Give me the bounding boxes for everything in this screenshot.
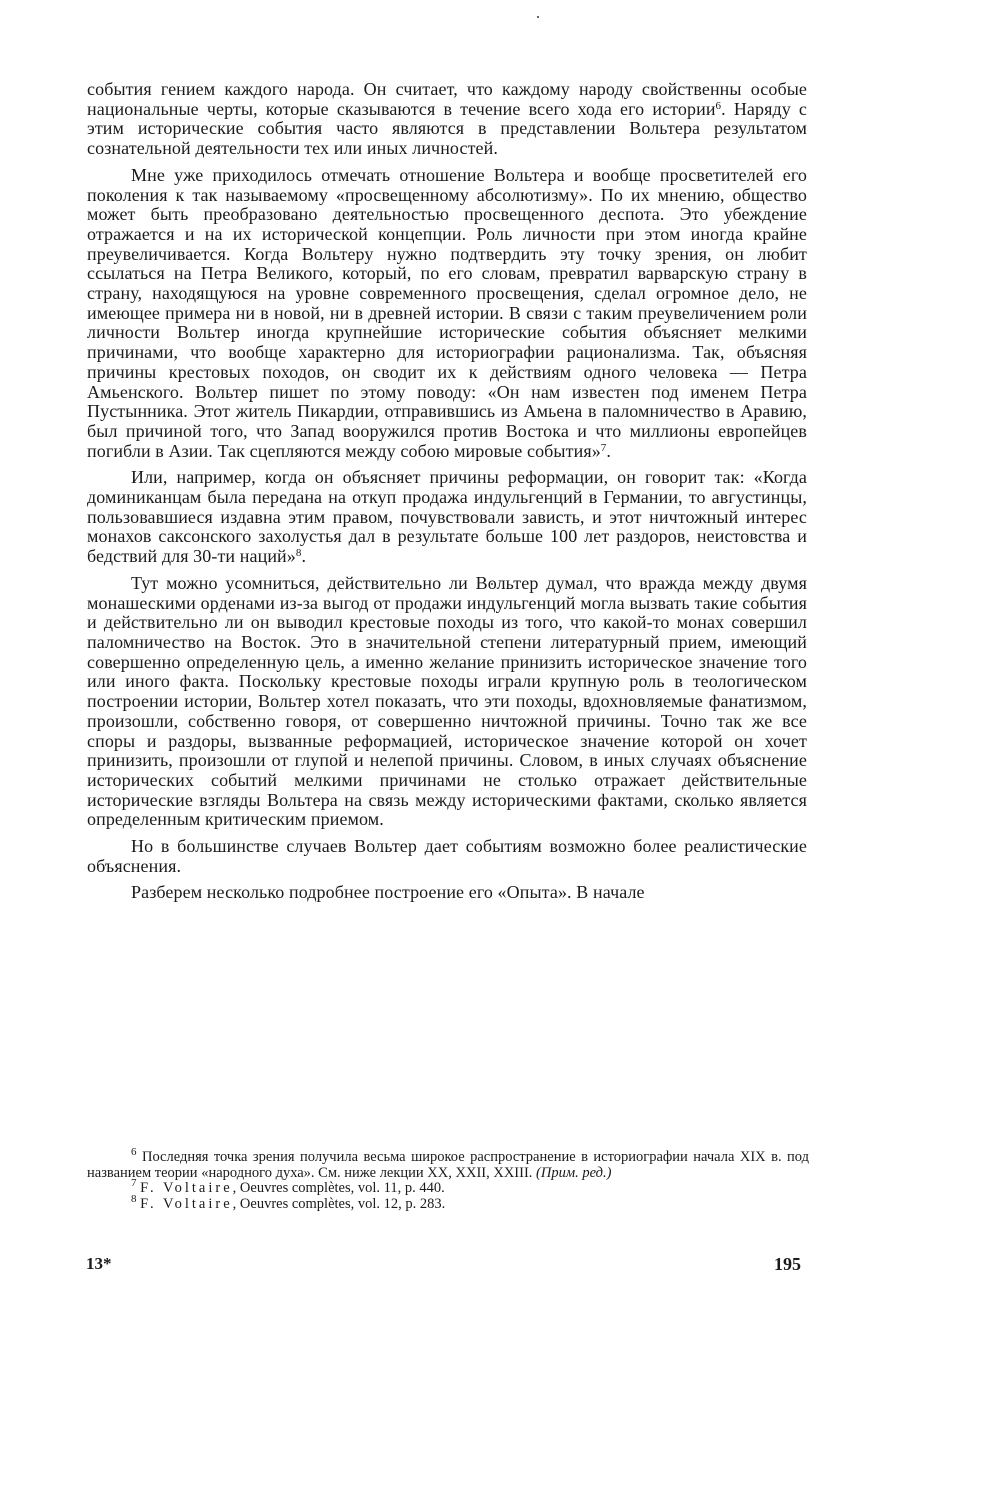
paragraph: Тут можно усомниться, действительно ли Вольтер думал, что вражда между двумя монашескими орденами из-за выгод от продажи индульгенций могла вызвать такие события и действительно ли он выводил крестовые походы из того, что какой-то монах совершил паломничество на Восток. Это в значительной степени литературный прием, имеющий совершенно определенную цель, а именно желание принизить историческое значение того или иного факта. Поскольку крестовые походы играли крупную роль в теологическом построении истории, Вольтер хотел показать, что эти походы, вдохновляемые фанатизмом, произошли, собственно говоря, от совершенно ничтожной причины. Точно так же все споры и раздоры, вызванные реформацией, историческое значение которой он хочет принизить, произошли от глупой и нелепой причины. Словом, в иных случаях объяснение исторических событий мелкими причинами не столько отражает действительные исторические взгляды Вольтера на связь между историческими фактами, сколько является определенным критическим приемом. — [87, 572, 807, 830]
scan-speck — [537, 16, 539, 18]
paragraph: Или, например, когда он объясняет причины реформации, он говорит так: «Когда доминиканцам была передана на откуп продажа индульгенций в Германии, то августинцы, пользовавшиеся издавна этим правом, почувствовали зависть, и этот ничтожный интерес монахов саксонского захолустья дал в результате больше 100 лет раздоров, неистовства и бедствий для 30-ти наций»$^8$. — [87, 467, 807, 567]
main-text — [87, 80, 807, 910]
footnote-ref: 8 — [295, 547, 302, 560]
footnote: $^6$ Последняя точка зрения получила весьма широкое распространение в историографии начала XIX в. под названием теории «народного духа». См. ниже лекции XX, XXII, XXIII. (Прим. ред.) — [87, 1146, 810, 1181]
page-number: 195 — [774, 1254, 801, 1274]
paragraph: Мне уже приходилось отмечать отношение Вольтера и вообще просветителей его поколения к так называемому «просвещенному абсолютизму». По их мнению, общество может быть преобразовано деятельностью просвещенного деспота. Это убеждение отражается и на их исторической концепции. Роль личности при этом иногда крайне преувеличивается. Когда Вольтеру нужно подтвердить эту точку зрения, он любит ссылаться на Петра Великого, который, по его словам, превратил варварскую страну в страну, находящуюся на уровне современного просвещения, сделал огромное дело, не имеющее примера ни в новой, ни в древней истории. В связи с таким преувеличением роли личности Вольтер иногда крупнейшие исторические события объясняет мелкими причинами, что вообще характерно для историографии рационализма. Так, объясняя причины крестовых походов, он сводит их к действиям одного человека — Петра Амьенского. Вольтер пишет по этому поводу: «Он нам известен под именем Петра Пустынника. Этот житель Пикардии, отправившись из Амьена в паломничество в Аравию, был причиной того, что Запад вооружился против Востока и что миллионы европейцев погибли в Азии. Так сцепляются между собою мировые события»$^7$. — [87, 164, 807, 461]
footnote: $^8$ F. Voltaire, Oeuvres complètes, vol. 12, p. 283. — [131, 1192, 446, 1212]
footnotes — [87, 1146, 810, 1212]
paragraph: Разберем несколько подробнее построение его «Опыта». В начале — [131, 882, 645, 903]
signature-mark: 13* — [86, 1254, 112, 1273]
footnote-ref: 6 — [715, 99, 722, 112]
footnote-ref: 7 — [600, 441, 607, 454]
paragraph: события гением каждого народа. Он считает, что каждому народу свойственны особые национальные черты, которые сказываются в течение всего хода его истории$^6$. Наряду с этим исторические события часто являются в представлении Вольтера результатом сознательной деятельности тех или иных личностей. — [87, 79, 807, 159]
footnote: $^7$ F. Voltaire, Oeuvres complètes, vol. 11, p. 440. — [131, 1177, 445, 1196]
paragraph: Но в большинстве случаев Вольтер дает событиям возможно более реалистические объяснения. — [87, 836, 807, 876]
